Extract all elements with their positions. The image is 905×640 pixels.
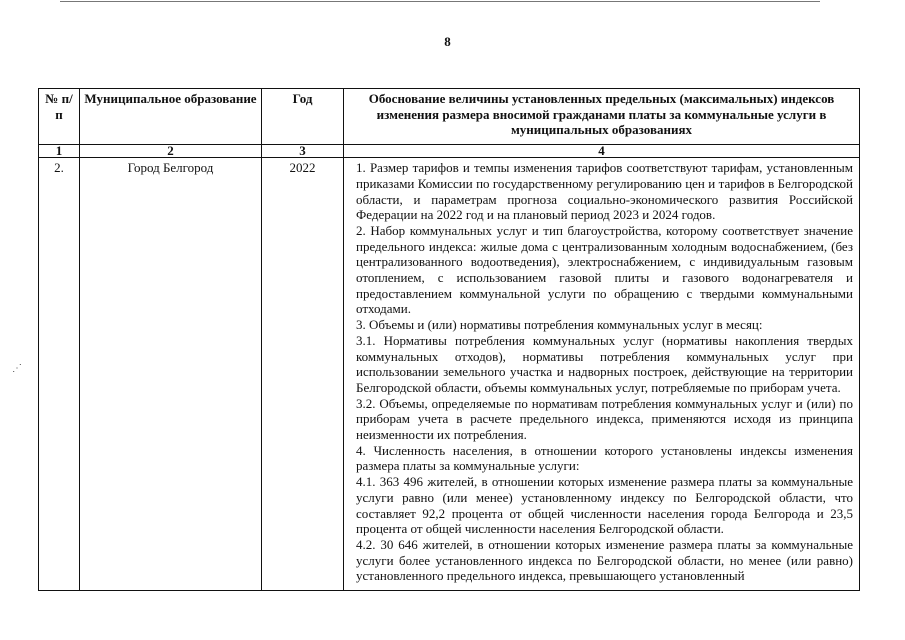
column-number-4: 4 (344, 145, 860, 158)
table-header-row (39, 89, 860, 145)
index-justification-table (38, 88, 860, 591)
header-year: Год (262, 89, 344, 145)
paragraph-3: 3. Объемы и (или) нормативы потребления коммунальных услуг в месяц: (356, 317, 763, 333)
column-number-1: 1 (39, 145, 80, 158)
paragraph-3-2: 3.2. Объемы, определяемые по нормативам потребления коммунальных услуг и (или) по приборам учета в расчете предельного индекса, применяются исходя из принципа неизменности их потребления. (356, 395, 853, 443)
column-number-2: 2 (80, 145, 262, 158)
column-number-3: 3 (262, 145, 344, 158)
paragraph-2: 2. Набор коммунальных услуг и тип благоустройства, которому соответствует значение предельного индекса: жилые дома с централизованным холодным водоснабжением, (без централизованного водоотведения), электроснабжением, с индивидуальным газовым отоплением, с использованием газовой плиты и газового водонагревателя и предоставлением коммунальной услуги по обращению с твердыми коммунальными отходами. (356, 222, 853, 317)
paragraph-4-1: 4.1. 363 496 жителей, в отношении которых изменение размера платы за коммунальные услуги равно (или менее) установленному индексу по Белгородской области, что составляет 92,2 процента от общей численности населения города Белгорода и 23,5 процента от общей численности населения Белгородской области. (356, 474, 853, 537)
row-year: 2022 (262, 158, 344, 591)
paragraph-4: 4. Численность населения, в отношении которого установлены индексы изменения размера платы за коммунальные услуги: (356, 442, 853, 474)
municipality-name: Город Белгород (80, 158, 262, 591)
header-justification: Обоснование величины установленных предельных (максимальных) индексов изменения размера вносимой гражданами платы за коммунальные услуги в муниципальных образованиях (344, 89, 860, 145)
justification-text (344, 158, 859, 590)
paragraph-1: 1. Размер тарифов и темпы изменения тарифов соответствуют тарифам, установленным приказами Комиссии по государственному регулированию цен и тарифов в Белгородской области, и параметрам прогноза социально-экономического развития Российской Федерации на 2022 год и на плановый период 2023 и 2024 годов. (356, 160, 853, 223)
page-number: 8 (444, 34, 451, 49)
paragraph-3-1: 3.1. Нормативы потребления коммунальных услуг (нормативы накопления твердых коммунальных отходов), нормативы потребления коммунальных услуг при использовании земельного участка и надворных построек, действующие на территории Белгородской области, объемы коммунальных услуг, потребляемые по приборам учета. (356, 332, 853, 395)
paragraph-4-2: 4.2. 30 646 жителей, в отношении которых изменение размера платы за коммунальные услуги более установленного индекса по Белгородской области, но менее (или равно) установленного предельного индекса, превышающего установленный (356, 536, 853, 584)
top-rule (60, 1, 820, 2)
column-number-row (39, 145, 860, 158)
row-number: 2. (39, 158, 80, 591)
scan-edge-mark: ⋰ (12, 363, 22, 374)
justification-cell (344, 158, 860, 591)
header-municipality: Муниципальное образование (80, 89, 262, 145)
table-row (39, 158, 860, 591)
header-row-number: № п/п (39, 89, 80, 145)
